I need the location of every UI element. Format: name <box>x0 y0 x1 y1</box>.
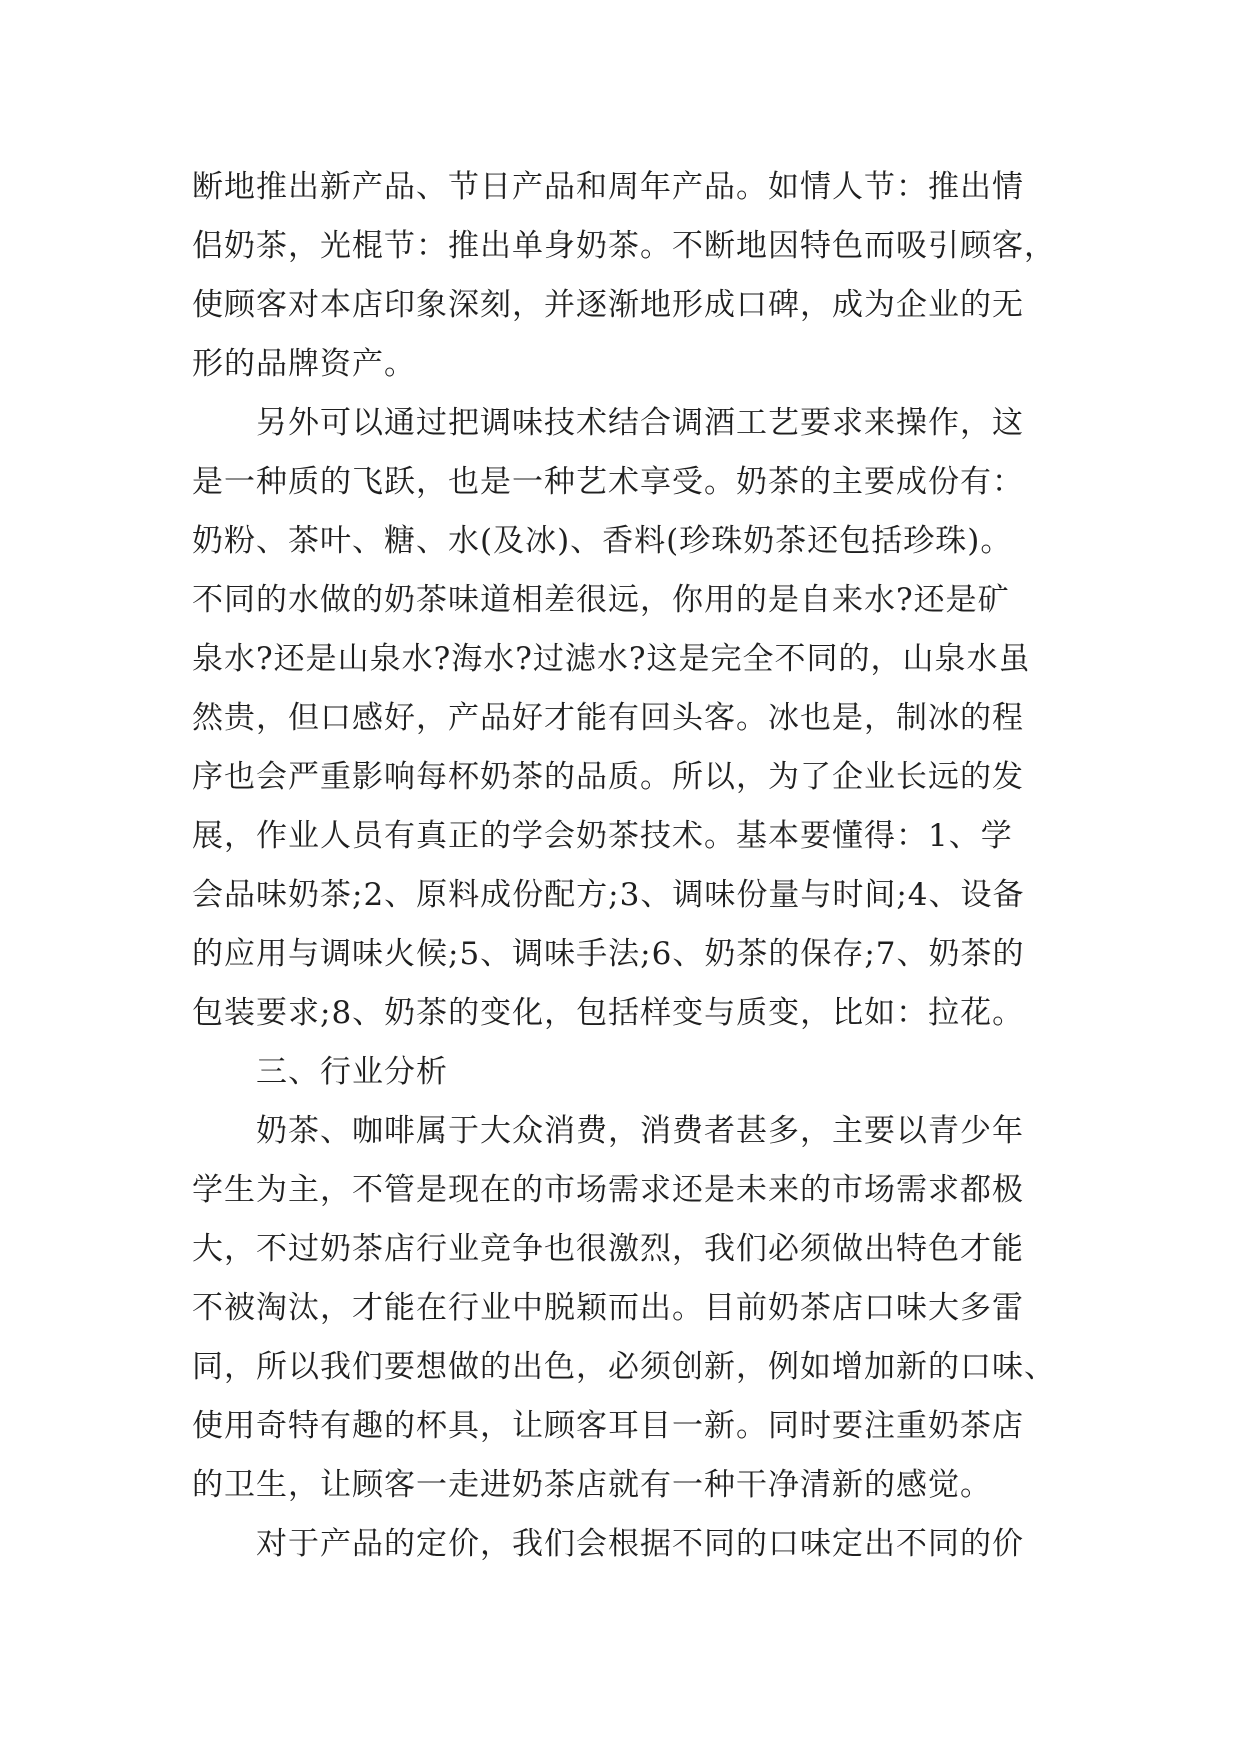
text-line: 序也会严重影响每杯奶茶的品质。所以，为了企业长远的发 <box>192 759 1024 795</box>
text-line: 使顾客对本店印象深刻，并逐渐地形成口碑，成为企业的无 <box>192 287 1024 323</box>
body-text <box>192 158 1056 1574</box>
section-heading: 三、行业分析 <box>256 1054 448 1090</box>
text-line: 泉水?还是山泉水?海水?过滤水?这是完全不同的，山泉水虽 <box>192 641 1031 677</box>
paragraph-start-line: 另外可以通过把调味技术结合调酒工艺要求来操作，这 <box>256 405 1024 441</box>
paragraph-start-line: 对于产品的定价，我们会根据不同的口味定出不同的价 <box>256 1526 1024 1562</box>
text-line: 侣奶茶，光棍节：推出单身奶茶。不断地因特色而吸引顾客， <box>192 228 1056 264</box>
text-line: 然贵，但口感好，产品好才能有回头客。冰也是，制冰的程 <box>192 700 1024 736</box>
text-line: 不被淘汰，才能在行业中脱颖而出。目前奶茶店口味大多雷 <box>192 1290 1024 1326</box>
text-line: 的应用与调味火候;5、调味手法;6、奶茶的保存;7、奶茶的 <box>192 936 1025 972</box>
text-line: 断地推出新产品、节日产品和周年产品。如情人节：推出情 <box>192 169 1024 205</box>
text-line: 会品味奶茶;2、原料成份配方;3、调味份量与时间;4、设备 <box>192 877 1025 913</box>
text-line: 包装要求;8、奶茶的变化，包括样变与质变，比如：拉花。 <box>192 995 1025 1031</box>
text-line: 不同的水做的奶茶味道相差很远，你用的是自来水?还是矿 <box>192 582 1010 618</box>
text-line: 使用奇特有趣的杯具，让顾客耳目一新。同时要注重奶茶店 <box>192 1408 1024 1444</box>
text-line: 同，所以我们要想做的出色，必须创新，例如增加新的口味、 <box>192 1349 1056 1385</box>
text-line: 学生为主，不管是现在的市场需求还是未来的市场需求都极 <box>192 1172 1024 1208</box>
paragraph-start-line: 奶茶、咖啡属于大众消费，消费者甚多，主要以青少年 <box>256 1113 1024 1149</box>
text-line: 是一种质的飞跃，也是一种艺术享受。奶茶的主要成份有： <box>192 464 1024 500</box>
text-line: 大，不过奶茶店行业竞争也很激烈，我们必须做出特色才能 <box>192 1231 1024 1267</box>
text-line: 的卫生，让顾客一走进奶茶店就有一种干净清新的感觉。 <box>192 1467 992 1503</box>
text-line: 奶粉、茶叶、糖、水(及冰)、香料(珍珠奶茶还包括珍珠)。 <box>192 523 1013 559</box>
text-line: 形的品牌资产。 <box>192 346 416 382</box>
text-line: 展，作业人员有真正的学会奶茶技术。基本要懂得：1、学 <box>192 818 1013 854</box>
